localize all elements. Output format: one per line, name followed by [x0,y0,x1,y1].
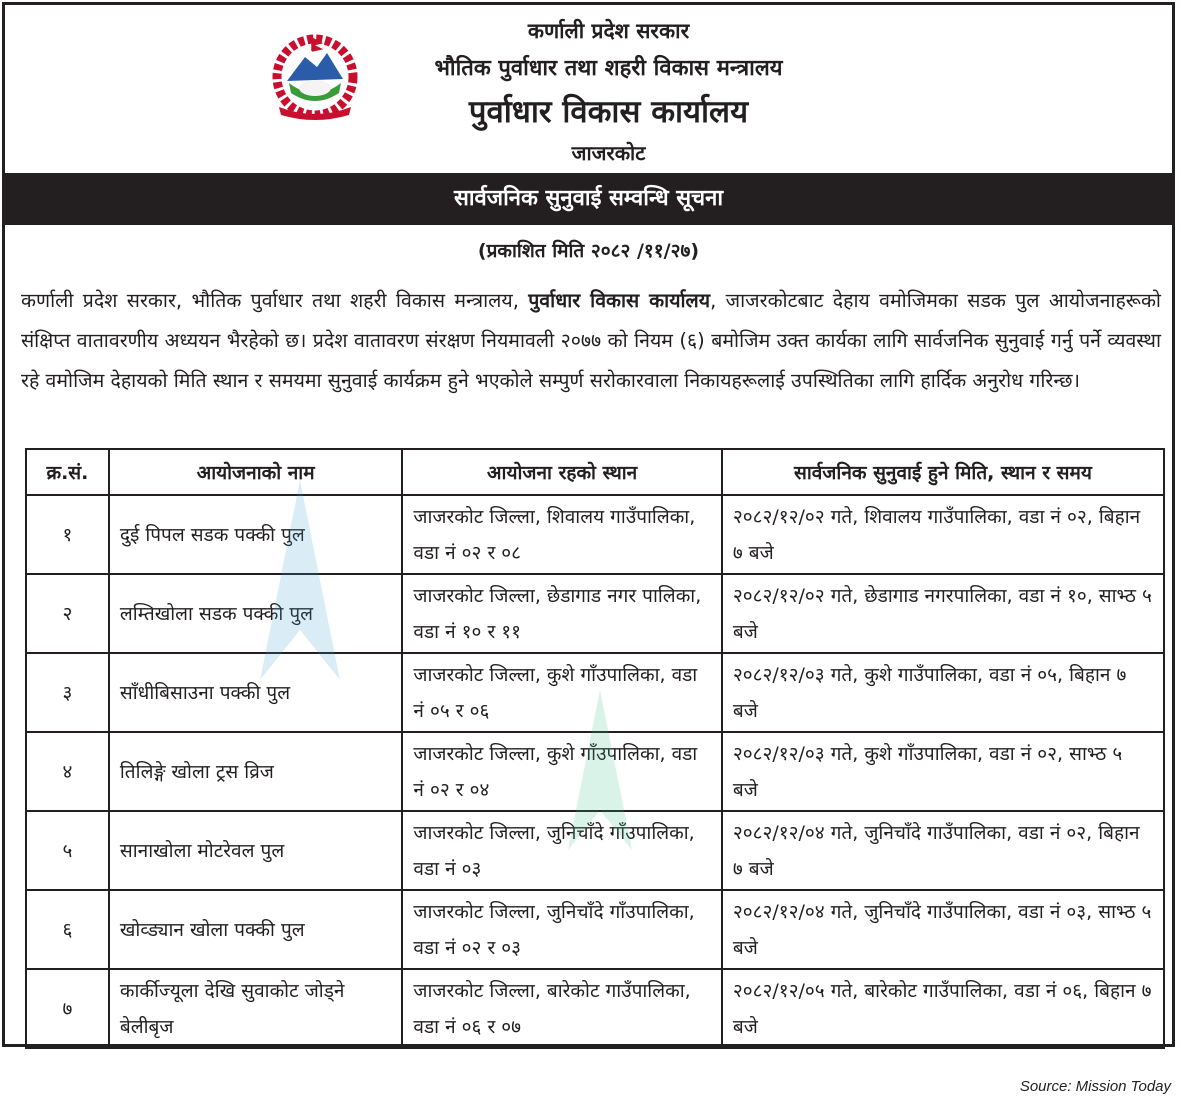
cell-hearing: २०८२/१२/०५ गते, बारेकोट गाउँपालिका, वडा नं ०६, बिहान ७ बजे [722,969,1164,1048]
district-title: जाजरकोट [571,141,646,165]
paragraph-office-bold: पुर्वाधार विकास कार्यालय [528,289,711,312]
header-project-location: आयोजना रहको स्थान [402,449,721,495]
cell-project-name: कार्कीज्यूला देखि सुवाकोट जोड्ने बेलीबृज [109,969,403,1048]
cell-hearing: २०८२/१२/०२ गते, छेडागाड नगरपालिका, वडा नं १०, साभ्ठ ५ बजे [722,574,1164,653]
cell-project-name: दुई पिपल सडक पक्की पुल [109,495,403,574]
published-date: (प्रकाशित मिति २०८२ /११/२७) [477,240,700,262]
notice-header [5,5,1172,172]
province-government-title: कर्णाली प्रदेश सरकार [527,19,690,43]
table-row [26,495,1164,574]
cell-location: जाजरकोट जिल्ला, कुशे गाँउपालिका, वडा नं ०२ र ०४ [402,732,721,811]
cell-location: जाजरकोट जिल्ला, जुनिचाँदे गाँउपालिका, वडा नं ०२ र ०३ [402,890,721,969]
notice-frame [2,2,1175,1047]
notice-banner: सार्वजनिक सुनुवाई सम्वन्धि सूचना [5,173,1172,225]
cell-serial: १ [26,495,109,574]
header-serial: क्र.सं. [26,449,109,495]
table-row [26,574,1164,653]
cell-project-name: सानाखोला मोटरेवल पुल [109,811,403,890]
cell-serial: ७ [26,969,109,1048]
header-project-name: आयोजनाको नाम [109,449,403,495]
hearing-schedule-table [25,448,1165,1049]
paragraph-part2: , जाजरकोटबाट देहाय वमोजिमका सडक पुल आयोजनाहरूको संक्षिप्त वातावरणीय अध्ययन भैरहेको छ। प्रदेश वातावरण संरक्षण नियमावली २०७७ को नियम (६) बमोजिम उक्त कार्यका लागि सार्वजनिक सुनुवाई गर्नु पर्ने व्यवस्था रहे वमोजिम देहायको मिति स्थान र समयमा सुनुवाई कार्यक्रम हुने भएकोले सम्पुर्ण सरोकारवाला निकायहरूलाई उपस्थितिका लागि हार्दिक अनुरोध गरिन्छ। [21,289,1161,392]
cell-serial: ४ [26,732,109,811]
cell-serial: ३ [26,653,109,732]
cell-location: जाजरकोट जिल्ला, जुनिचाँदे गाँउपालिका, वडा नं ०३ [402,811,721,890]
cell-location: जाजरकोट जिल्ला, शिवालय गाउँपालिका, वडा नं ०२ र ०८ [402,495,721,574]
cell-serial: ६ [26,890,109,969]
table-row [26,811,1164,890]
table-row [26,969,1164,1048]
table-header-row [26,449,1164,495]
cell-location: जाजरकोट जिल्ला, बारेकोट गाउँपालिका, वडा नं ०६ र ०७ [402,969,721,1048]
cell-hearing: २०८२/१२/०३ गते, कुशे गाँउपालिका, वडा नं ०२, साभ्ठ ५ बजे [722,732,1164,811]
notice-paragraph [21,281,1161,401]
cell-hearing: २०८२/१२/०३ गते, कुशे गाउँपालिका, वडा नं ०५, बिहान ७ बजे [722,653,1164,732]
table-row [26,653,1164,732]
source-credit: Source: Mission Today [1019,1078,1171,1095]
office-title: पुर्वाधार विकास कार्यालय [468,94,749,130]
cell-hearing: २०८२/१२/०२ गते, शिवालय गाउँपालिका, वडा नं ०२, बिहान ७ बजे [722,495,1164,574]
cell-hearing: २०८२/१२/०४ गते, जुनिचाँदे गाउँपालिका, वडा नं ०३, साभ्ठ ५ बजे [722,890,1164,969]
cell-serial: ५ [26,811,109,890]
cell-project-name: लम्तिखोला सडक पक्की पुल [109,574,403,653]
cell-project-name: साँधीबिसाउना पक्की पुल [109,653,403,732]
cell-location: जाजरकोट जिल्ला, छेडागाड नगर पालिका, वडा नं १० र ११ [402,574,721,653]
cell-project-name: खोव्ड्यान खोला पक्की पुल [109,890,403,969]
cell-hearing: २०८२/१२/०४ गते, जुनिचाँदे गाउँपालिका, वडा नं ०२, बिहान ७ बजे [722,811,1164,890]
cell-project-name: तिलिङ्गे खोला ट्रस व्रिज [109,732,403,811]
paragraph-part1: कर्णाली प्रदेश सरकार, भौतिक पुर्वाधार तथा शहरी विकास मन्त्रालय, [21,289,529,312]
ministry-title: भौतिक पुर्वाधार तथा शहरी विकास मन्त्रालय [434,56,783,81]
cell-location: जाजरकोट जिल्ला, कुशे गाँउपालिका, वडा नं ०५ र ०६ [402,653,721,732]
table-row [26,890,1164,969]
header-hearing-details: सार्वजनिक सुनुवाई हुने मिति, स्थान र समय [722,449,1164,495]
table-row [26,732,1164,811]
cell-serial: २ [26,574,109,653]
